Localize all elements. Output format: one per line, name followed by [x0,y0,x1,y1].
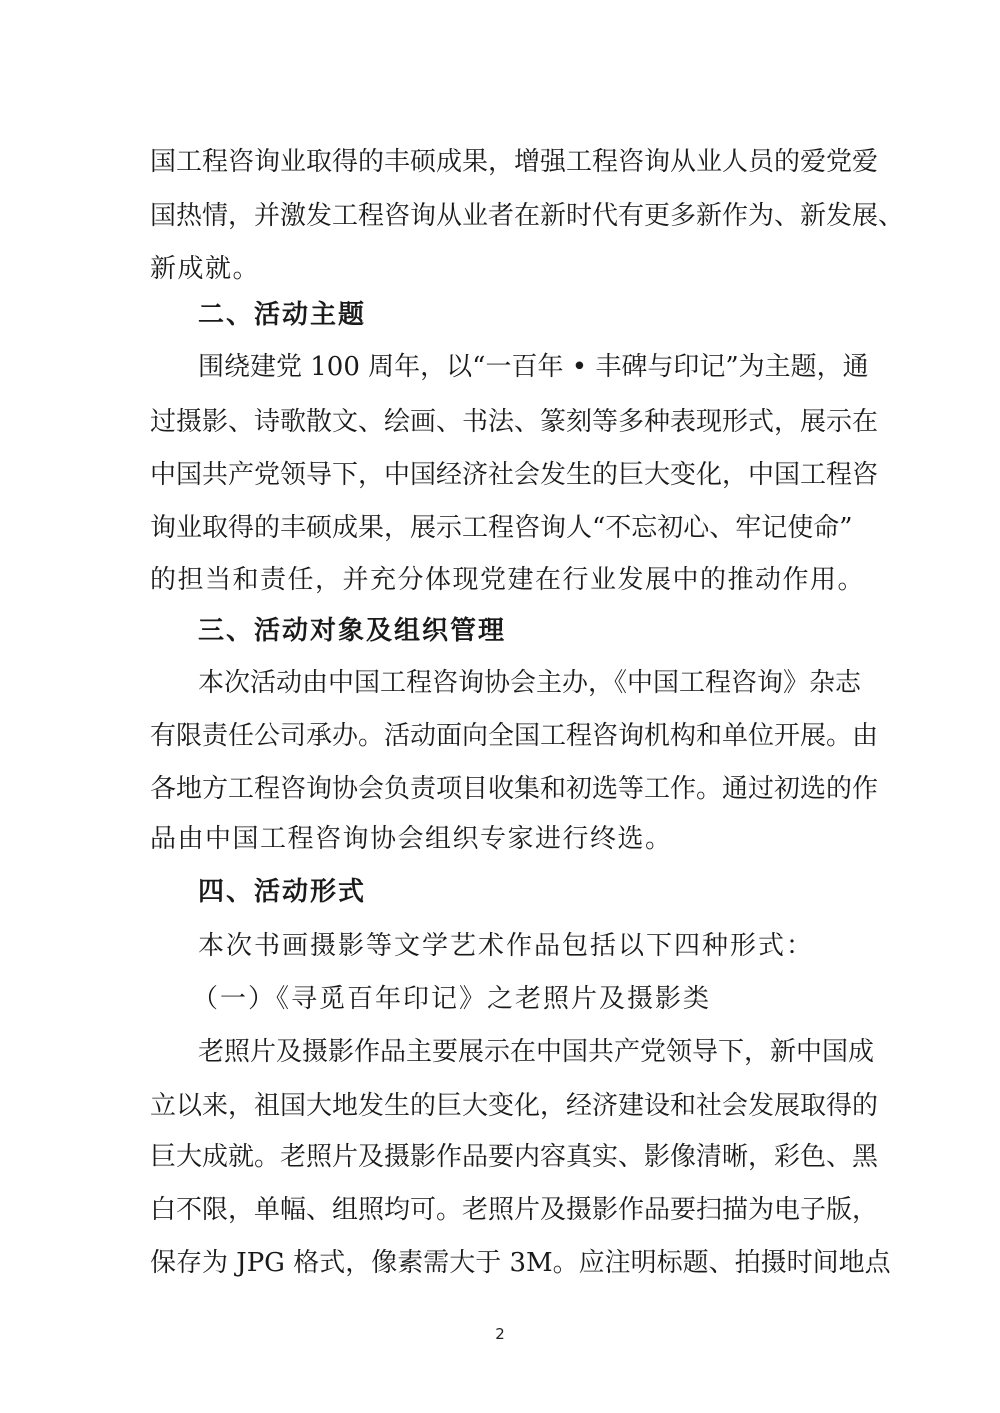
paragraph-line: 白不限，单幅、组照均可。老照片及摄影作品要扫描为电子版， [150,1195,879,1225]
subsection-heading: （一）《寻觅百年印记》之老照片及摄影类 [192,984,712,1014]
paragraph-line: 国工程咨询业取得的丰硕成果，增强工程咨询从业人员的爱党爱 [150,147,879,177]
paragraph-line: 新成就。 [150,254,261,284]
paragraph-line: 老照片及摄影作品主要展示在中国共产党领导下，新中国成 [198,1037,875,1067]
paragraph-line: 本次书画摄影等文学艺术作品包括以下四种形式： [198,931,815,961]
paragraph-line: 本次活动由中国工程咨询协会主办，《中国工程咨询》杂志 [198,668,862,698]
paragraph-line: 询业取得的丰硕成果，展示工程咨询人“不忘初心、牢记使命” [150,513,853,543]
paragraph-line: 国热情，并激发工程咨询从业者在新时代有更多新作为、新发展、 [150,201,905,231]
paragraph-line: 的担当和责任，并充分体现党建在行业发展中的推动作用。 [150,565,866,595]
section-heading: 二、活动主题 [198,300,367,330]
page-number: 2 [495,1325,505,1343]
paragraph-line: 巨大成就。老照片及摄影作品要内容真实、影像清晰，彩色、黑 [150,1142,879,1172]
paragraph-line: 各地方工程咨询协会负责项目收集和初选等工作。通过初选的作 [150,774,879,804]
paragraph-line: 品由中国工程咨询协会组织专家进行终选。 [150,824,673,854]
paragraph-line: 中国共产党领导下，中国经济社会发生的巨大变化，中国工程咨 [150,460,879,490]
section-heading: 三、活动对象及组织管理 [198,616,507,646]
paragraph-line: 有限责任公司承办。活动面向全国工程咨询机构和单位开展。由 [150,721,879,751]
paragraph-line: 保存为 JPG 格式，像素需大于 3M。应注明标题、拍摄时间地点 [150,1248,891,1278]
paragraph-line: 过摄影、诗歌散文、绘画、书法、篆刻等多种表现形式，展示在 [150,407,879,437]
section-heading: 四、活动形式 [198,877,367,907]
paragraph-line: 围绕建党 100 周年，以“一百年 • 丰碑与印记”为主题，通 [198,352,869,382]
paragraph-line: 立以来，祖国大地发生的巨大变化，经济建设和社会发展取得的 [150,1091,879,1121]
